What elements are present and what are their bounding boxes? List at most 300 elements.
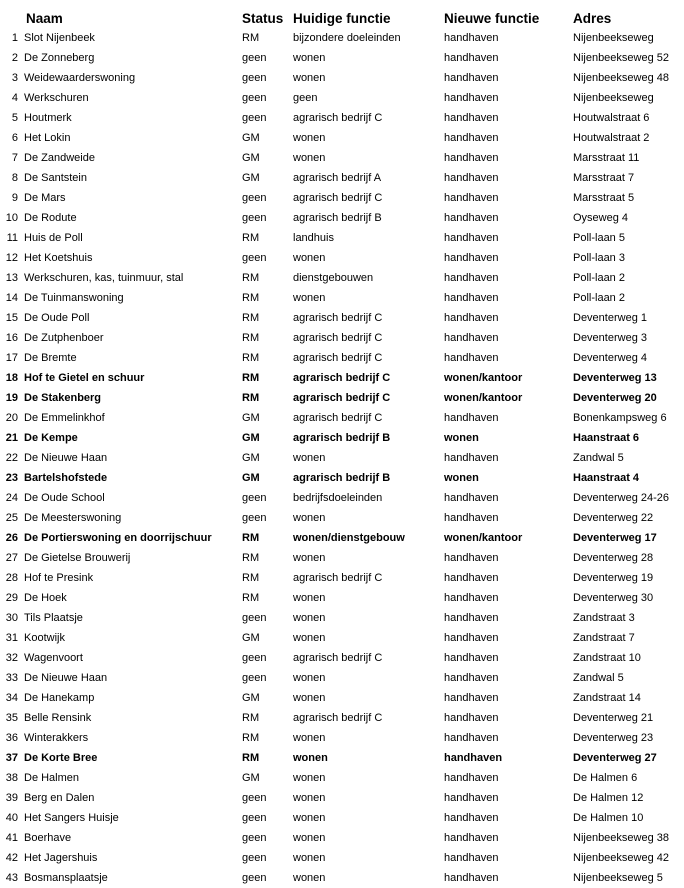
cell-new-function: handhaven [444, 212, 499, 224]
cell-current-function: wonen [293, 52, 326, 64]
cell-current-function: geen [293, 92, 318, 104]
cell-new-function: handhaven [444, 32, 499, 44]
cell-status: geen [242, 872, 267, 884]
cell-new-function: handhaven [444, 612, 499, 624]
cell-address: Deventerweg 27 [573, 752, 657, 764]
cell-name: De Korte Bree [24, 752, 98, 764]
row-number: 34 [5, 692, 18, 704]
cell-address: Zandstraat 14 [573, 692, 641, 704]
table-row [0, 108, 684, 128]
cell-status: GM [242, 432, 260, 444]
table-row [0, 428, 684, 448]
cell-name: Belle Rensink [24, 712, 92, 724]
cell-current-function: wonen [293, 612, 326, 624]
cell-address: Poll-laan 5 [573, 232, 625, 244]
cell-name: Hof te Presink [24, 572, 94, 584]
table-row [0, 788, 684, 808]
cell-current-function: wonen [293, 512, 326, 524]
cell-address: De Halmen 10 [573, 812, 644, 824]
cell-status: geen [242, 812, 267, 824]
cell-current-function: wonen [293, 252, 326, 264]
cell-current-function: wonen [293, 552, 326, 564]
cell-current-function: agrarisch bedrijf C [293, 352, 383, 364]
cell-new-function: handhaven [444, 412, 499, 424]
cell-address: Nijenbeekseweg 42 [573, 852, 670, 864]
table-row [0, 228, 684, 248]
row-number: 18 [5, 372, 18, 384]
cell-new-function: handhaven [444, 652, 499, 664]
cell-new-function: handhaven [444, 772, 499, 784]
cell-address: Nijenbeekseweg 52 [573, 52, 670, 64]
cell-name: De Nieuwe Haan [24, 672, 108, 684]
table-row [0, 488, 684, 508]
header-row [0, 8, 684, 28]
row-number: 40 [5, 812, 18, 824]
cell-new-function: handhaven [444, 112, 499, 124]
cell-status: geen [242, 612, 267, 624]
cell-status: RM [242, 272, 260, 284]
cell-address: Nijenbeekseweg 5 [573, 872, 663, 884]
table-row [0, 688, 684, 708]
cell-status: RM [242, 32, 260, 44]
cell-new-function: handhaven [444, 712, 499, 724]
table-row [0, 348, 684, 368]
cell-new-function: handhaven [444, 292, 499, 304]
cell-name: De Zutphenboer [24, 332, 104, 344]
cell-new-function: wonen/kantoor [444, 532, 523, 544]
row-number: 27 [5, 552, 18, 564]
cell-status: RM [242, 352, 260, 364]
cell-current-function: wonen [293, 672, 326, 684]
row-number: 14 [5, 292, 18, 304]
row-number: 36 [5, 732, 18, 744]
table-row [0, 828, 684, 848]
cell-new-function: handhaven [444, 192, 499, 204]
table-row [0, 708, 684, 728]
cell-name: De Hoek [24, 592, 67, 604]
row-number: 21 [5, 432, 18, 444]
cell-address: Deventerweg 3 [573, 332, 647, 344]
cell-name: Tils Plaatsje [24, 612, 83, 624]
cell-new-function: handhaven [444, 832, 499, 844]
cell-new-function: handhaven [444, 792, 499, 804]
row-number: 13 [5, 272, 18, 284]
cell-new-function: handhaven [444, 812, 499, 824]
cell-address: Deventerweg 20 [573, 392, 657, 404]
cell-status: geen [242, 72, 267, 84]
cell-new-function: handhaven [444, 592, 499, 604]
cell-new-function: handhaven [444, 52, 499, 64]
table-row [0, 528, 684, 548]
cell-status: GM [242, 152, 260, 164]
row-number: 42 [5, 852, 18, 864]
cell-current-function: agrarisch bedrijf C [293, 112, 383, 124]
header-number [0, 8, 22, 28]
cell-name: Huis de Poll [24, 232, 83, 244]
cell-name: De Gietelse Brouwerij [24, 552, 131, 564]
cell-address: Nijenbeekseweg 38 [573, 832, 670, 844]
row-number: 41 [5, 832, 18, 844]
table-row [0, 748, 684, 768]
cell-address: Poll-laan 3 [573, 252, 625, 264]
table-row [0, 368, 684, 388]
cell-new-function: handhaven [444, 632, 499, 644]
row-number: 1 [11, 32, 18, 44]
row-number: 43 [5, 872, 18, 884]
cell-new-function: handhaven [444, 332, 499, 344]
table-row [0, 768, 684, 788]
table-row [0, 88, 684, 108]
cell-name: Werkschuren [24, 92, 89, 104]
cell-address: Deventerweg 1 [573, 312, 647, 324]
cell-address: Houtwalstraat 2 [573, 132, 650, 144]
cell-current-function: agrarisch bedrijf C [293, 412, 383, 424]
row-number: 2 [11, 52, 18, 64]
cell-status: GM [242, 412, 260, 424]
cell-name: De Zandweide [24, 152, 95, 164]
cell-status: GM [242, 172, 260, 184]
cell-address: Nijenbeekseweg 48 [573, 72, 670, 84]
cell-name: Het Koetshuis [24, 252, 93, 264]
cell-new-function: wonen [444, 472, 479, 484]
table-row [0, 728, 684, 748]
table-row [0, 308, 684, 328]
cell-status: RM [242, 592, 260, 604]
cell-current-function: wonen [293, 692, 326, 704]
cell-name: Weidewaarderswoning [24, 72, 136, 84]
cell-status: geen [242, 212, 267, 224]
cell-status: geen [242, 52, 267, 64]
cell-current-function: dienstgebouwen [293, 272, 374, 284]
cell-current-function: wonen [293, 72, 326, 84]
cell-address: Deventerweg 17 [573, 532, 657, 544]
cell-current-function: agrarisch bedrijf C [293, 312, 383, 324]
cell-status: geen [242, 792, 267, 804]
cell-new-function: handhaven [444, 152, 499, 164]
cell-status: RM [242, 532, 260, 544]
cell-address: Zandstraat 3 [573, 612, 635, 624]
row-number: 15 [5, 312, 18, 324]
cell-new-function: handhaven [444, 852, 499, 864]
header-address: Adres [573, 10, 612, 26]
table-row [0, 628, 684, 648]
row-number: 10 [5, 212, 18, 224]
cell-current-function: agrarisch bedrijf C [293, 712, 383, 724]
cell-name: Houtmerk [24, 112, 72, 124]
cell-new-function: handhaven [444, 692, 499, 704]
cell-current-function: wonen [293, 852, 326, 864]
cell-new-function: handhaven [444, 232, 499, 244]
row-number: 11 [6, 232, 18, 244]
cell-current-function: landhuis [293, 232, 334, 244]
row-number: 24 [5, 492, 18, 504]
cell-status: GM [242, 692, 260, 704]
cell-status: geen [242, 512, 267, 524]
cell-name: Het Sangers Huisje [24, 812, 119, 824]
cell-name: Kootwijk [24, 632, 65, 644]
table-row [0, 568, 684, 588]
cell-status: RM [242, 372, 260, 384]
cell-current-function: bijzondere doeleinden [293, 32, 401, 44]
cell-name: Wagenvoort [24, 652, 83, 664]
cell-address: Deventerweg 22 [573, 512, 654, 524]
cell-name: Berg en Dalen [24, 792, 95, 804]
cell-status: RM [242, 552, 260, 564]
cell-status: geen [242, 192, 267, 204]
cell-address: Zandstraat 10 [573, 652, 641, 664]
cell-name: Het Jagershuis [24, 852, 98, 864]
row-number: 20 [5, 412, 18, 424]
cell-status: RM [242, 332, 260, 344]
cell-address: Deventerweg 23 [573, 732, 654, 744]
table-row [0, 148, 684, 168]
cell-name: De Oude Poll [24, 312, 90, 324]
cell-status: geen [242, 832, 267, 844]
cell-name: Het Lokin [24, 132, 71, 144]
row-number: 30 [5, 612, 18, 624]
header-status: Status [242, 10, 284, 26]
cell-status: geen [242, 852, 267, 864]
cell-name: De Portierswoning en doorrijschuur [24, 532, 212, 544]
cell-new-function: handhaven [444, 252, 499, 264]
table-row [0, 188, 684, 208]
cell-current-function: agrarisch bedrijf C [293, 192, 383, 204]
cell-status: geen [242, 112, 267, 124]
cell-address: Poll-laan 2 [573, 292, 625, 304]
cell-status: GM [242, 632, 260, 644]
cell-current-function: wonen [293, 832, 326, 844]
row-number: 28 [5, 572, 18, 584]
cell-address: Haanstraat 4 [573, 472, 640, 484]
cell-name: Bosmansplaatsje [24, 872, 108, 884]
cell-new-function: handhaven [444, 732, 499, 744]
row-number: 5 [11, 112, 18, 124]
header-current-function: Huidige functie [293, 10, 391, 26]
cell-name: De Stakenberg [24, 392, 102, 404]
cell-address: Deventerweg 4 [573, 352, 647, 364]
row-number: 7 [11, 152, 18, 164]
table-row [0, 48, 684, 68]
cell-current-function: wonen [293, 812, 326, 824]
cell-name: De Rodute [24, 212, 77, 224]
table-row [0, 168, 684, 188]
cell-address: Deventerweg 19 [573, 572, 654, 584]
cell-address: De Halmen 6 [573, 772, 638, 784]
table-row [0, 388, 684, 408]
cell-current-function: wonen/dienstgebouw [293, 532, 405, 544]
cell-current-function: wonen [293, 732, 326, 744]
cell-name: De Emmelinkhof [24, 412, 105, 424]
cell-address: Deventerweg 28 [573, 552, 654, 564]
cell-new-function: handhaven [444, 512, 499, 524]
row-number: 9 [11, 192, 18, 204]
cell-new-function: handhaven [444, 272, 499, 284]
table-row [0, 268, 684, 288]
cell-status: RM [242, 232, 260, 244]
row-number: 23 [5, 472, 18, 484]
table-row [0, 248, 684, 268]
row-number: 37 [5, 752, 18, 764]
row-number: 12 [5, 252, 18, 264]
table-row [0, 868, 684, 888]
cell-current-function: wonen [293, 872, 326, 884]
cell-address: Oyseweg 4 [573, 212, 629, 224]
cell-status: RM [242, 392, 260, 404]
cell-name: De Santstein [24, 172, 87, 184]
cell-new-function: handhaven [444, 352, 499, 364]
cell-status: RM [242, 752, 260, 764]
row-number: 3 [11, 72, 18, 84]
cell-current-function: wonen [293, 792, 326, 804]
row-number: 33 [5, 672, 18, 684]
cell-status: GM [242, 772, 260, 784]
cell-status: geen [242, 672, 267, 684]
row-number: 38 [5, 772, 18, 784]
table-row [0, 648, 684, 668]
cell-name: Boerhave [24, 832, 72, 844]
row-number: 6 [11, 132, 18, 144]
cell-status: geen [242, 652, 267, 664]
cell-name: De Bremte [24, 352, 77, 364]
cell-name: De Zonneberg [24, 52, 95, 64]
table-row [0, 808, 684, 828]
table-row [0, 288, 684, 308]
cell-current-function: agrarisch bedrijf C [293, 332, 383, 344]
cell-address: Houtwalstraat 6 [573, 112, 650, 124]
table-row [0, 128, 684, 148]
table-row [0, 588, 684, 608]
cell-address: Marsstraat 11 [573, 152, 640, 164]
cell-name: De Meesterswoning [24, 512, 122, 524]
cell-address: Deventerweg 30 [573, 592, 654, 604]
cell-status: GM [242, 132, 260, 144]
cell-name: Winterakkers [24, 732, 89, 744]
cell-address: Zandwal 5 [573, 672, 624, 684]
table-row [0, 208, 684, 228]
cell-new-function: handhaven [444, 672, 499, 684]
cell-status: RM [242, 712, 260, 724]
cell-new-function: handhaven [444, 872, 499, 884]
table-row [0, 508, 684, 528]
cell-new-function: handhaven [444, 492, 499, 504]
row-number: 22 [5, 452, 18, 464]
cell-address: Zandwal 5 [573, 452, 624, 464]
cell-name: Hof te Gietel en schuur [24, 372, 145, 384]
cell-name: De Halmen [24, 772, 80, 784]
row-number: 32 [5, 652, 18, 664]
cell-current-function: wonen [293, 772, 326, 784]
row-number: 39 [5, 792, 18, 804]
table-row [0, 848, 684, 868]
cell-status: GM [242, 452, 260, 464]
cell-status: RM [242, 732, 260, 744]
table-row [0, 328, 684, 348]
table-row [0, 548, 684, 568]
table-row [0, 448, 684, 468]
cell-current-function: agrarisch bedrijf C [293, 372, 391, 384]
table-row [0, 468, 684, 488]
cell-current-function: wonen [293, 452, 326, 464]
row-number: 8 [11, 172, 18, 184]
row-number: 17 [5, 352, 18, 364]
cell-name: De Mars [24, 192, 66, 204]
table-row [0, 68, 684, 88]
cell-current-function: agrarisch bedrijf C [293, 572, 383, 584]
cell-new-function: handhaven [444, 752, 503, 764]
cell-current-function: wonen [293, 632, 326, 644]
cell-current-function: wonen [293, 132, 326, 144]
cell-address: Deventerweg 24-26 [573, 492, 670, 504]
table-row [0, 408, 684, 428]
cell-name: De Oude School [24, 492, 105, 504]
cell-address: De Halmen 12 [573, 792, 644, 804]
cell-name: Bartelshofstede [24, 472, 108, 484]
row-number: 25 [5, 512, 18, 524]
cell-current-function: wonen [293, 292, 326, 304]
cell-status: RM [242, 312, 260, 324]
row-number: 16 [5, 332, 18, 344]
cell-new-function: handhaven [444, 72, 499, 84]
cell-current-function: bedrijfsdoeleinden [293, 492, 383, 504]
cell-new-function: wonen [444, 432, 479, 444]
cell-name: Werkschuren, kas, tuinmuur, stal [24, 272, 184, 284]
cell-current-function: agrarisch bedrijf B [293, 432, 391, 444]
row-number: 26 [5, 532, 18, 544]
cell-new-function: handhaven [444, 572, 499, 584]
cell-address: Deventerweg 21 [573, 712, 654, 724]
cell-name: De Tuinmanswoning [24, 292, 124, 304]
monuments-table [0, 8, 684, 888]
cell-address: Zandstraat 7 [573, 632, 635, 644]
cell-name: De Kempe [24, 432, 78, 444]
header-name: Naam [26, 10, 63, 26]
cell-status: RM [242, 572, 260, 584]
cell-current-function: wonen [293, 752, 328, 764]
cell-new-function: wonen/kantoor [444, 392, 523, 404]
cell-current-function: agrarisch bedrijf A [293, 172, 382, 184]
cell-address: Deventerweg 13 [573, 372, 657, 384]
cell-name: De Nieuwe Haan [24, 452, 108, 464]
cell-address: Marsstraat 5 [573, 192, 635, 204]
cell-current-function: wonen [293, 152, 326, 164]
cell-new-function: handhaven [444, 552, 499, 564]
cell-new-function: handhaven [444, 452, 499, 464]
cell-current-function: agrarisch bedrijf B [293, 212, 382, 224]
cell-new-function: handhaven [444, 312, 499, 324]
cell-current-function: agrarisch bedrijf C [293, 652, 383, 664]
cell-new-function: handhaven [444, 172, 499, 184]
cell-address: Nijenbeekseweg [573, 32, 654, 44]
table-row [0, 608, 684, 628]
cell-status: GM [242, 472, 260, 484]
row-number: 29 [5, 592, 18, 604]
cell-name: De Hanekamp [24, 692, 95, 704]
cell-address: Nijenbeekseweg [573, 92, 654, 104]
cell-new-function: handhaven [444, 132, 499, 144]
cell-new-function: wonen/kantoor [444, 372, 523, 384]
cell-new-function: handhaven [444, 92, 499, 104]
table-row [0, 28, 684, 48]
cell-status: geen [242, 492, 267, 504]
cell-status: geen [242, 92, 267, 104]
cell-current-function: wonen [293, 592, 326, 604]
header-new-function: Nieuwe functie [444, 10, 540, 26]
cell-address: Marsstraat 7 [573, 172, 635, 184]
cell-current-function: agrarisch bedrijf C [293, 392, 391, 404]
row-number: 19 [5, 392, 18, 404]
cell-status: RM [242, 292, 260, 304]
row-number: 31 [5, 632, 18, 644]
